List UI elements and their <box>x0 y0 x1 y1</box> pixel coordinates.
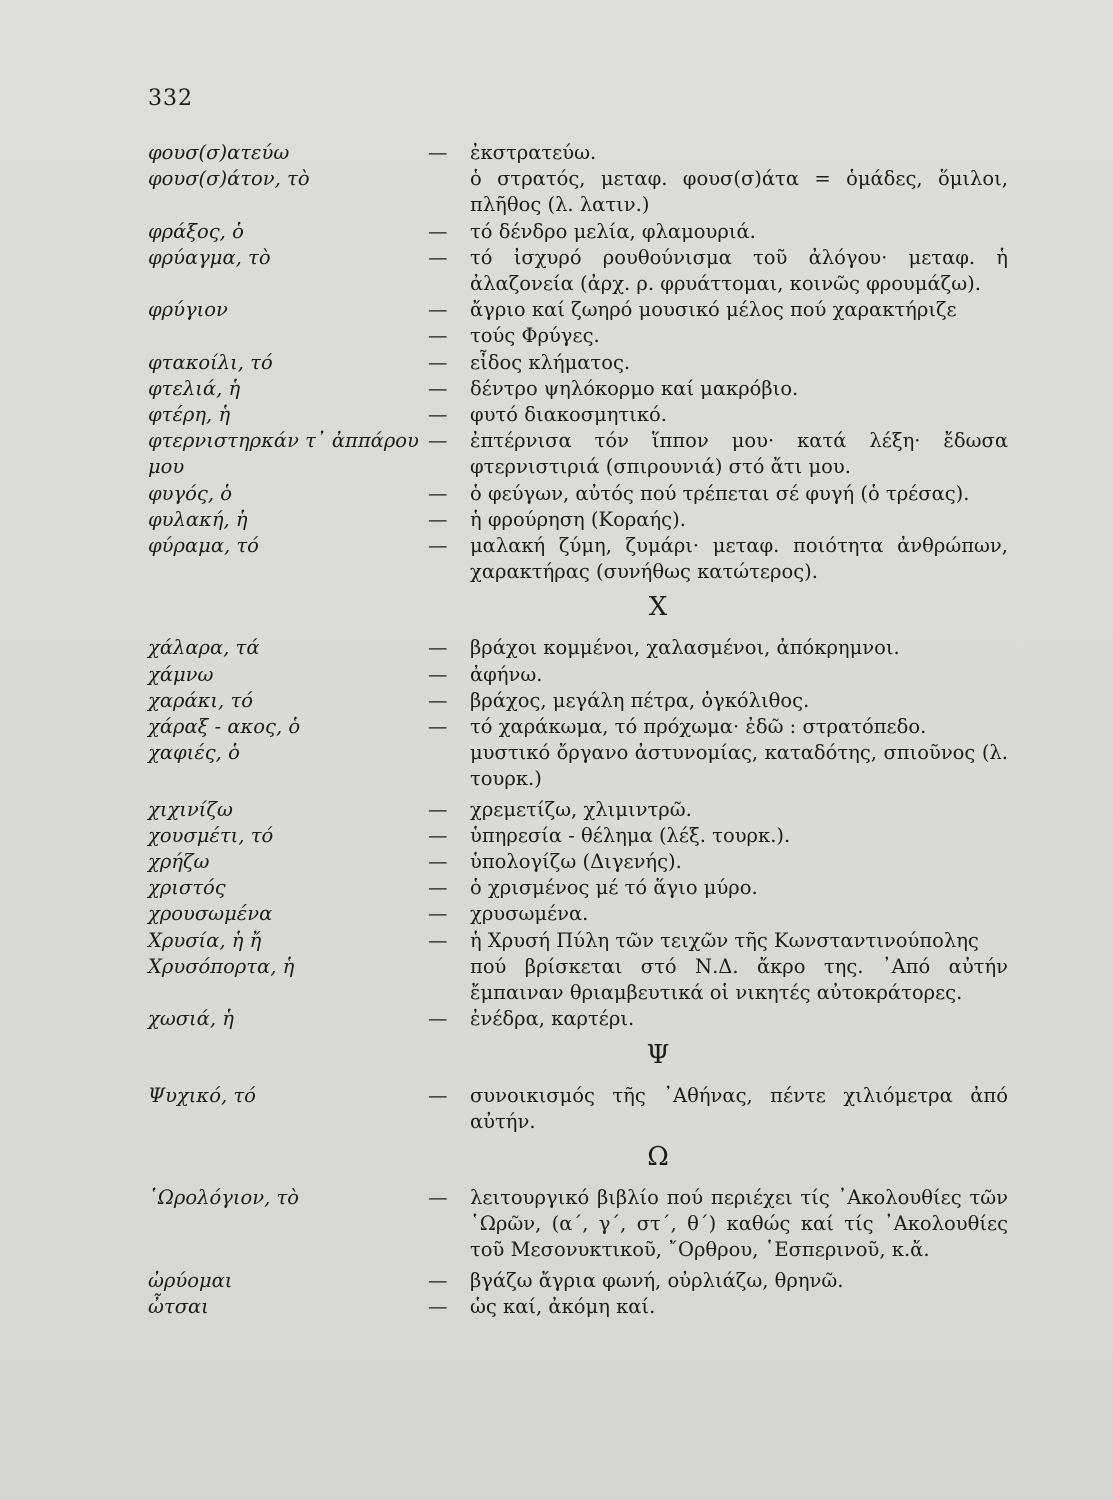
em-dash: — <box>428 1083 448 1107</box>
glossary-entry <box>148 376 1008 402</box>
entry-definition <box>428 1006 1008 1032</box>
entry-definition <box>428 1268 1008 1294</box>
entry-headword: χριστός <box>148 876 226 900</box>
glossary-entry <box>148 1268 1008 1294</box>
entry-definition <box>428 245 1015 297</box>
definition-text: χρεμετίζω, χλιμιντρῶ. <box>470 797 692 821</box>
definition-text: μαλακή ζύμη, ζυμάρι· μεταφ. ποιότητα ἀνθρώπων, χαρακτήρας (συνήθως κατώτερος). <box>470 534 1015 584</box>
entry-definition <box>428 740 1015 792</box>
em-dash: — <box>428 850 448 874</box>
entry-headword: φτελιά, ἡ <box>148 376 241 400</box>
definition-text: χρυσωμένα. <box>470 902 589 926</box>
definition-text: ὑπολογίζω (Διγενής). <box>470 850 682 874</box>
entry-headword: φρύαγμα, τὸ <box>148 245 271 269</box>
em-dash: — <box>428 662 448 686</box>
glossary-entry <box>148 1294 1008 1320</box>
entry-headword: Ψυχικό, τό <box>148 1083 256 1107</box>
entry-definition <box>428 1185 1015 1264</box>
entry-headword: ὦτσαι <box>148 1294 209 1318</box>
em-dash: — <box>428 1185 448 1209</box>
entry-definition <box>428 533 1015 585</box>
em-dash: — <box>428 1007 448 1031</box>
entry-definition <box>428 688 1008 714</box>
definition-text: τό δένδρο μελία, φλαμουριά. <box>470 219 756 243</box>
section-chi <box>148 635 1015 1032</box>
entry-definition <box>428 875 1008 901</box>
entry-headword: Χρυσόπορτα, ἡ <box>148 954 295 978</box>
entry-definition <box>428 376 1008 402</box>
em-dash: — <box>428 902 448 926</box>
em-dash: — <box>428 636 448 660</box>
entry-headword: φρύγιον <box>148 298 228 322</box>
entry-headword: ῾Ωρολόγιον, τὸ <box>148 1185 300 1209</box>
entry-definition <box>428 823 1008 849</box>
glossary-entry <box>148 635 1008 661</box>
entry-headword: φουσ(σ)ατεύω <box>148 141 290 164</box>
glossary-entry <box>148 481 1008 507</box>
page-number: 332 <box>148 86 193 111</box>
definition-text: ἡ Χρυσή Πύλη τῶν τειχῶν τῆς Κωνσταντινούπολης <box>470 928 979 952</box>
entry-headword: φτακοίλι, τό <box>148 350 273 374</box>
definition-text: ἐκστρατεύω. <box>470 141 597 164</box>
definition-text: βγάζω ἄγρια φωνή, οὐρλιάζω, θρηνῶ. <box>470 1268 844 1292</box>
entry-definition <box>428 428 1015 480</box>
glossary-entry <box>148 507 1008 533</box>
em-dash: — <box>428 507 448 531</box>
em-dash: — <box>428 219 448 243</box>
definition-text: ὑπηρεσία - θέλημα (λέξ. τουρκ.). <box>470 823 791 847</box>
em-dash: — <box>428 534 448 558</box>
glossary-entry <box>148 140 1008 166</box>
section-psi <box>148 1083 1015 1135</box>
em-dash: — <box>428 797 448 821</box>
glossary-entry <box>148 1006 1008 1032</box>
glossary-entry <box>148 245 1015 297</box>
glossary-entry <box>148 875 1008 901</box>
glossary-entries <box>148 140 1015 1320</box>
entry-definition <box>428 849 1008 875</box>
em-dash: — <box>428 429 448 453</box>
entry-headword <box>148 323 428 349</box>
glossary-entry <box>148 928 1008 954</box>
em-dash: — <box>428 688 448 712</box>
definition-text: τό ἰσχυρό ρουθούνισμα τοῦ ἀλόγου· μεταφ. ἡ ἀλαζονεία (ἀρχ. ρ. φρυάττομαι, κοινῶς φρουμάζω). <box>470 245 1015 296</box>
definition-text: συνοικισμός τῆς ᾿Αθήνας, πέντε χιλιόμετρα ἀπό αὐτήν. <box>470 1083 1015 1133</box>
glossary-entry <box>148 901 1008 927</box>
definition-text: ἀφήνω. <box>470 662 543 686</box>
definition-text: βράχος, μεγάλη πέτρα, ὀγκόλιθος. <box>470 688 810 712</box>
em-dash: — <box>428 928 448 952</box>
glossary-entry <box>148 1185 1015 1264</box>
entry-definition <box>428 797 1008 823</box>
definition-text: ὁ στρατός, μεταφ. φουσ(σ)άτα = ὁμάδες, ὅμιλοι, πλῆθος (λ. λατιν.) <box>470 167 1015 217</box>
glossary-entry <box>148 688 1008 714</box>
em-dash: — <box>428 1294 448 1318</box>
definition-text: εἶδος κλήματος. <box>470 350 631 374</box>
entry-headword: χρουσωμένα <box>148 902 273 926</box>
entry-definition <box>428 1294 1008 1320</box>
em-dash: — <box>428 403 448 427</box>
entry-definition <box>428 662 1008 688</box>
definition-text: τό χαράκωμα, τό πρόχωμα· ἐδῶ : στρατόπεδο. <box>470 715 927 739</box>
glossary-entry <box>148 849 1008 875</box>
entry-definition <box>428 297 1008 323</box>
entry-definition <box>428 350 1008 376</box>
entry-definition <box>428 219 1008 245</box>
entry-headword: χαράκι, τό <box>148 688 253 712</box>
em-dash: — <box>428 245 448 269</box>
section-phi <box>148 140 1015 585</box>
glossary-entry <box>148 166 1015 218</box>
definition-text: τούς Φρύγες. <box>470 324 600 348</box>
glossary-entry <box>148 297 1008 323</box>
entry-headword: φτέρη, ἡ <box>148 403 231 427</box>
em-dash: — <box>428 141 448 164</box>
definition-text: ἐπτέρνισα τόν ἵππον μου· κατά λέξη· ἔδωσα φτερνιστιριά (σπιρουνιά) στό ἄτι μου. <box>470 429 1015 479</box>
entry-definition <box>428 166 1015 218</box>
glossary-entry <box>148 219 1008 245</box>
entry-headword: χιχινίζω <box>148 797 233 821</box>
glossary-entry <box>148 1083 1015 1135</box>
glossary-entry <box>148 797 1008 823</box>
glossary-entry <box>148 662 1008 688</box>
entry-definition <box>428 507 1008 533</box>
entry-definition <box>428 954 1015 1006</box>
definition-text: ἄγριο καί ζωηρό μουσικό μέλος πού χαρακτήριζε <box>470 298 957 322</box>
section-letter-psi: Ψ <box>646 1039 670 1070</box>
entry-headword: Χρυσία, ἡ ἤ <box>148 928 262 952</box>
entry-headword: χωσιά, ἡ <box>148 1007 234 1031</box>
entry-headword: φυλακή, ἡ <box>148 507 248 531</box>
entry-definition <box>428 901 1008 927</box>
section-letter-chi: Χ <box>648 592 668 623</box>
entry-headword: χάλαρα, τά <box>148 636 260 660</box>
entry-definition <box>428 928 1008 954</box>
entry-headword: χρήζω <box>148 850 210 874</box>
definition-text: δέντρο ψηλόκορμο καί μακρόβιο. <box>470 376 799 400</box>
em-dash: — <box>428 350 448 374</box>
glossary-entry <box>148 533 1015 585</box>
section-letter-omega: Ω <box>647 1141 669 1172</box>
entry-headword: χουσμέτι, τό <box>148 823 274 847</box>
em-dash: — <box>428 324 448 348</box>
glossary-entry <box>148 823 1008 849</box>
section-omega <box>148 1185 1015 1320</box>
definition-text: ὡς καί, ἀκόμη καί. <box>470 1294 656 1318</box>
glossary-entry <box>148 954 1015 1006</box>
entry-headword: ὠρύομαι <box>148 1268 233 1292</box>
definition-text: βράχοι κομμένοι, χαλασμένοι, ἀπόκρημνοι. <box>470 636 900 660</box>
entry-headword: φράξος, ὁ <box>148 219 244 243</box>
em-dash: — <box>428 376 448 400</box>
em-dash: — <box>428 823 448 847</box>
entry-headword: χάμνω <box>148 662 214 686</box>
definition-text: λειτουργικό βιβλίο πού περιέχει τίς ᾿Ακολουθίες τῶν ῾Ωρῶν, (α΄, γ΄, στ΄, θ΄) καθώς καί τίς ᾿Ακολουθίες τοῦ Μεσονυκτικοῦ, ῎Ορθρου, ῾Εσπερινοῦ, κ.ἄ. <box>470 1185 1015 1262</box>
entry-headword: χάραξ - ακος, ὁ <box>148 715 301 739</box>
glossary-entry <box>148 714 1008 740</box>
em-dash: — <box>428 298 448 322</box>
glossary-entry <box>148 350 1008 376</box>
definition-text: ἐνέδρα, καρτέρι. <box>470 1007 635 1031</box>
glossary-entry <box>148 402 1008 428</box>
em-dash: — <box>428 876 448 900</box>
glossary-entry <box>148 323 1008 349</box>
definition-text: πού βρίσκεται στό Ν.Δ. ἄκρο της. ᾿Από αὐτήν ἔμπαιναν θριαμβευτικά οἱ νικητές αὐτοκράτορες. <box>470 954 1015 1005</box>
entry-headword: φύραμα, τό <box>148 534 259 558</box>
entry-definition <box>428 402 1008 428</box>
entry-definition <box>428 1083 1015 1135</box>
em-dash: — <box>428 481 448 505</box>
entry-headword: φουσ(σ)άτον, τὸ <box>148 167 310 191</box>
entry-headword: φυγός, ὁ <box>148 481 232 505</box>
entry-definition <box>428 323 1008 349</box>
glossary-entry <box>148 428 1015 480</box>
entry-definition <box>428 635 1008 661</box>
entry-headword: φτερνιστηρκάν τ᾿ ἀππάρου μου <box>148 429 426 479</box>
definition-text: ἡ φρούρηση (Κοραής). <box>470 507 686 531</box>
entry-definition <box>428 714 1008 740</box>
glossary-entry <box>148 740 1015 792</box>
definition-text: ὁ χρισμένος μέ τό ἅγιο μύρο. <box>470 876 758 900</box>
definition-text: ὁ φεύγων, αὐτός πού τρέπεται σέ φυγή (ὁ τρέσας). <box>470 481 970 505</box>
entry-definition <box>428 140 1008 166</box>
em-dash: — <box>428 1268 448 1292</box>
entry-definition <box>428 481 1008 507</box>
em-dash: — <box>428 715 448 739</box>
definition-text: μυστικό ὄργανο ἀστυνομίας, καταδότης, σπιοῦνος (λ. τουρκ.) <box>470 741 1015 791</box>
definition-text: φυτό διακοσμητικό. <box>470 403 667 427</box>
entry-headword: χαφιές, ὁ <box>148 741 240 765</box>
